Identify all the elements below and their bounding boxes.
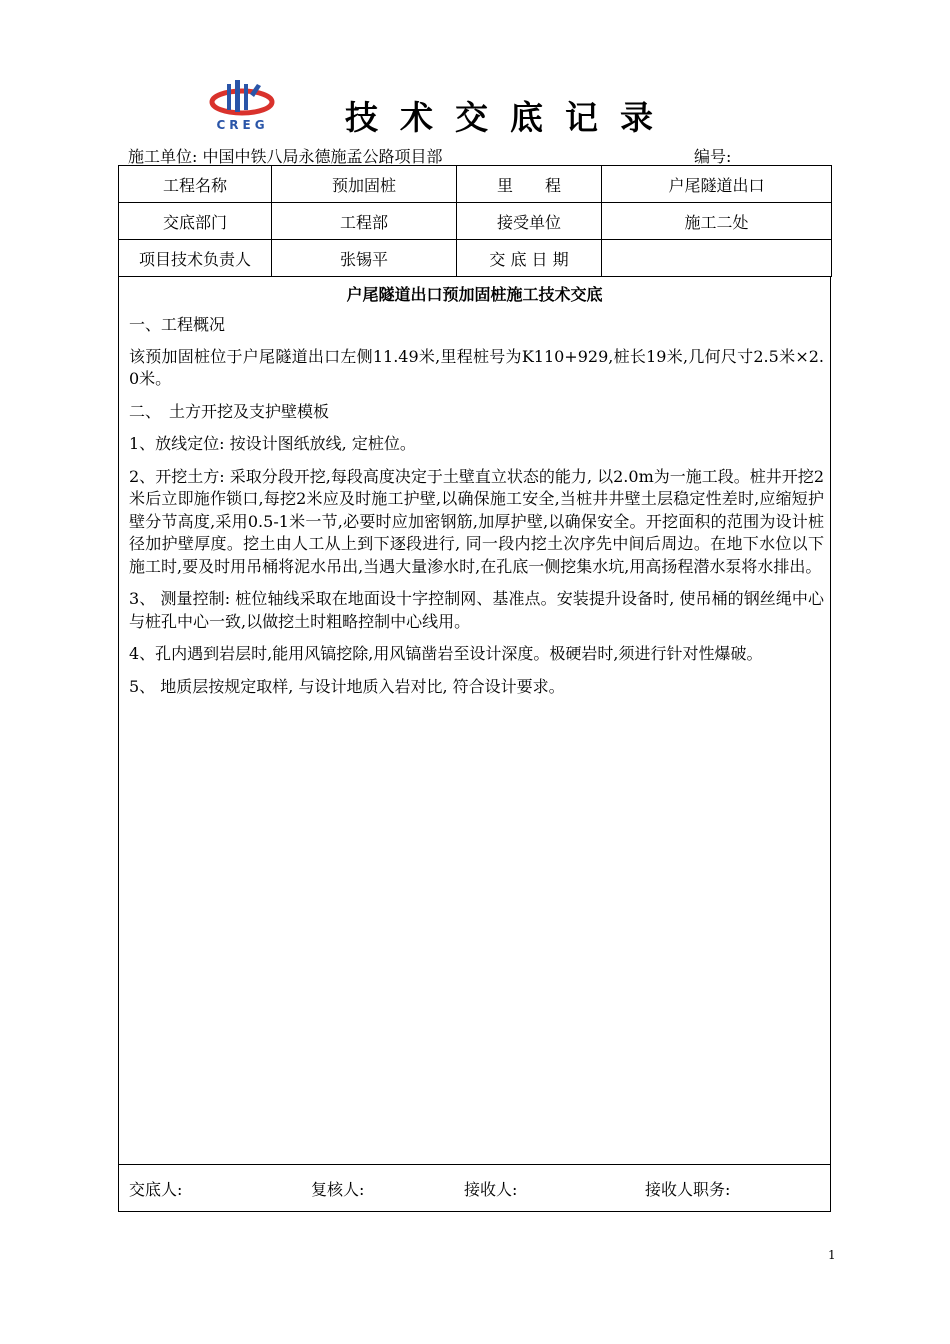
table-row <box>119 240 832 277</box>
paragraph: 2、开挖土方: 采取分段开挖,每段高度决定于土壁直立状态的能力, 以2.0m为一施工段。桩井开挖2米后立即施作锁口,每挖2米应及时施工护壁,以确保施工安全,当桩井井壁土层稳定性差时,应缩短护壁分节高度,采用0.5-1米一节,必要时应加密钢筋,加厚护壁,以确保安全。开挖面积的范围为设计桩径加护壁厚度。挖土由人工从上到下逐段进行, 同一段内挖土次序先中间后周边。在地下水位以下施工时,要及时用吊桶将泥水吊出,当遇大量渗水时,在孔底一侧挖集水坑,用高扬程潜水泵将水排出。 <box>129 466 824 576</box>
paragraph: 1、放线定位: 按设计图纸放线, 定桩位。 <box>129 434 416 453</box>
creg-emblem-icon <box>205 80 280 120</box>
content-box <box>118 277 831 1165</box>
company-logo <box>205 80 280 132</box>
department-value: 工程部 <box>272 203 457 240</box>
paragraph: 该预加固桩位于户尾隧道出口左侧11.49米,里程桩号为K110+929,桩长19米,几何尺寸2.5米×2.0米。 <box>129 346 824 388</box>
tech-lead-label: 项目技术负责人 <box>119 240 272 277</box>
document-title: 技术交底记录 <box>345 98 675 137</box>
mileage-label: 里 程 <box>457 166 602 203</box>
mileage-value: 户尾隧道出口 <box>602 166 832 203</box>
receiving-unit-label: 接受单位 <box>457 203 602 240</box>
reviewer-label: 复核人: <box>311 1180 365 1199</box>
table-row <box>119 166 832 203</box>
department-label: 交底部门 <box>119 203 272 240</box>
briefing-date-label: 交 底 日 期 <box>457 240 602 277</box>
logo-text: CREG <box>216 118 269 132</box>
section-heading: 二、 土方开挖及支护壁模板 <box>129 401 330 421</box>
briefing-date-value <box>602 240 832 277</box>
document-number-label: 编号: <box>694 147 732 166</box>
receiver-label: 接收人: <box>464 1180 518 1199</box>
receiver-position-label: 接收人职务: <box>645 1180 731 1199</box>
project-name-label: 工程名称 <box>119 166 272 203</box>
tech-lead-value: 张锡平 <box>272 240 457 277</box>
construction-unit: 施工单位: 中国中铁八局永德施孟公路项目部 <box>128 147 443 166</box>
receiving-unit-value: 施工二处 <box>602 203 832 240</box>
page-number: 1 <box>828 1248 836 1262</box>
paragraph: 5、 地质层按规定取样, 与设计地质入岩对比, 符合设计要求。 <box>129 676 565 696</box>
project-name-value: 预加固桩 <box>272 166 457 203</box>
briefer-label: 交底人: <box>129 1180 183 1199</box>
paragraph: 4、孔内遇到岩层时,能用风镐挖除,用风镐凿岩至设计深度。极硬岩时,须进行针对性爆破。 <box>129 644 763 663</box>
table-row <box>119 203 832 240</box>
section-heading: 一、工程概况 <box>129 315 226 334</box>
content-heading: 户尾隧道出口预加固桩施工技术交底 <box>346 285 603 304</box>
info-table <box>118 165 832 277</box>
paragraph: 3、 测量控制: 桩位轴线采取在地面设十字控制网、基准点。安装提升设备时, 使吊桶的钢丝绳中心与桩孔中心一致,以做挖土时粗略控制中心线用。 <box>129 589 824 631</box>
signature-row <box>118 1164 831 1212</box>
